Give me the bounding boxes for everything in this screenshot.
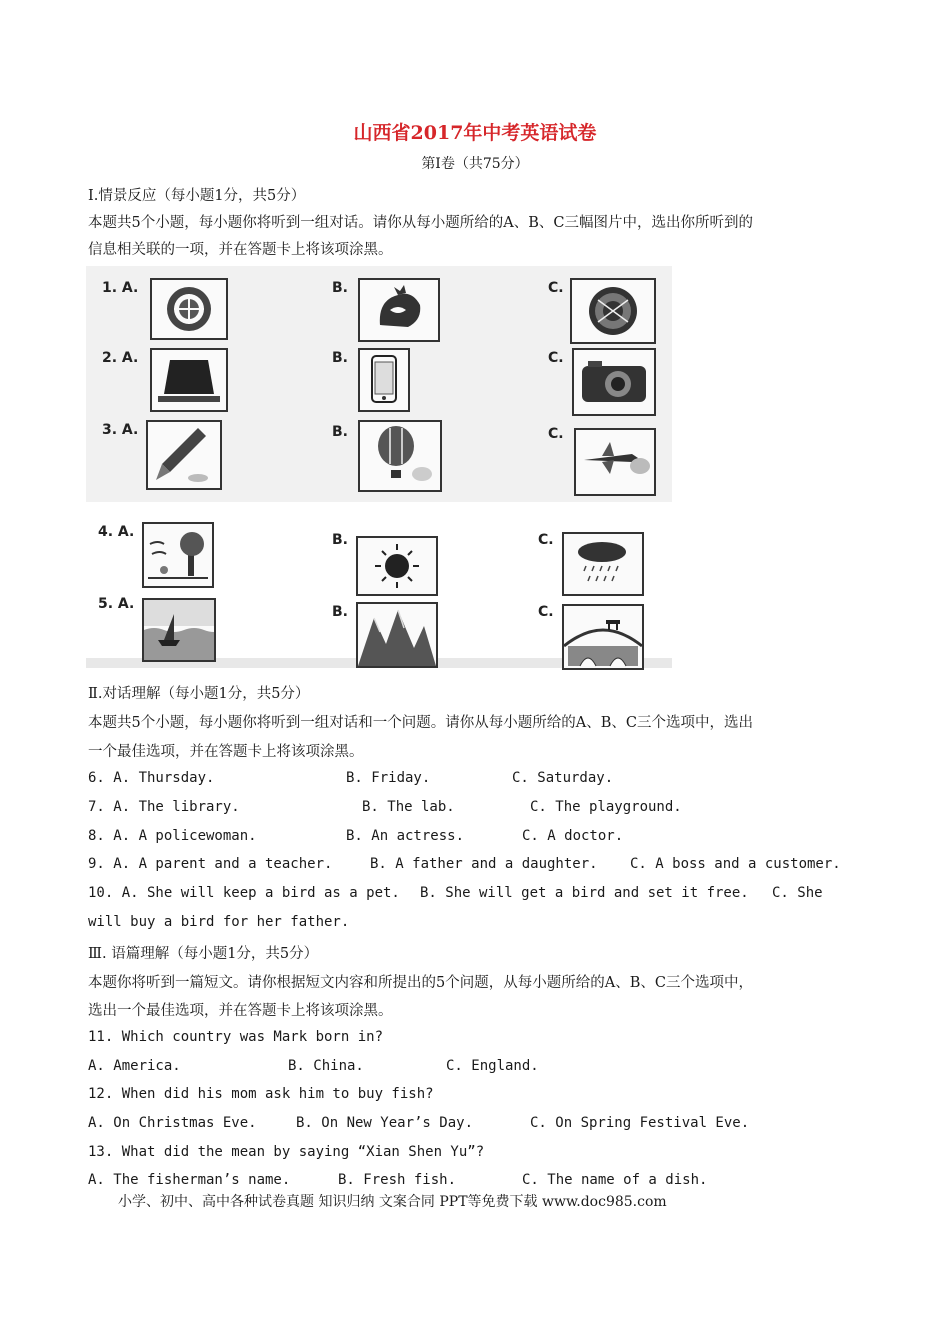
q3-a-label: 3. A. — [102, 422, 139, 438]
q4-c-label: C. — [538, 532, 554, 548]
sun-icon[interactable] — [356, 536, 438, 596]
q5-b-label: B. — [332, 604, 348, 620]
section3-heading: Ⅲ. 语篇理解（每小题1分，共5分） — [88, 946, 319, 962]
laptop-icon[interactable] — [150, 348, 228, 412]
q10-option-a[interactable]: 10. A. She will keep a bird as a pet. — [88, 885, 400, 901]
q8-option-a[interactable]: 8. A. A policewoman. — [88, 828, 257, 844]
paper-cut-rooster-icon[interactable] — [358, 278, 440, 342]
picture-questions-figure — [86, 266, 672, 668]
q12-option-b[interactable]: B. On New Year’s Day. — [296, 1115, 474, 1131]
q9-option-b[interactable]: B. A father and a daughter. — [370, 856, 598, 872]
q5-a-label: 5. A. — [98, 596, 135, 612]
page-subtitle: 第Ⅰ卷（共75分） — [421, 156, 529, 172]
q11-option-b[interactable]: B. China. — [288, 1058, 364, 1074]
page-title: 山西省2017年中考英语试卷 — [353, 122, 597, 144]
q12-option-c[interactable]: C. On Spring Festival Eve. — [530, 1115, 750, 1131]
q8-option-b[interactable]: B. An actress. — [346, 828, 465, 844]
q7-option-a[interactable]: 7. A. The library. — [88, 799, 240, 815]
q10-option-c[interactable]: C. She — [772, 885, 823, 901]
section3-instructions-1: 本题你将听到一篇短文。请你根据短文内容和所提出的5个问题，从每小题所给的A、B、C三个选项中， — [88, 975, 753, 991]
q6-option-b[interactable]: B. Friday. — [346, 770, 431, 786]
q3-b-label: B. — [332, 424, 348, 440]
q8-option-c[interactable]: C. A doctor. — [522, 828, 624, 844]
q11-option-a[interactable]: A. America. — [88, 1058, 181, 1074]
section2-instructions-1: 本题共5个小题，每小题你将听到一组对话和一个问题。请你从每小题所给的A、B、C三个选项中，选出 — [88, 715, 753, 731]
beach-sailboat-icon[interactable] — [142, 598, 216, 662]
smartphone-icon[interactable] — [358, 348, 410, 412]
q1-a-label: 1. A. — [102, 280, 139, 296]
q7-option-c[interactable]: C. The playground. — [530, 799, 682, 815]
q9-option-a[interactable]: 9. A. A parent and a teacher. — [88, 856, 333, 872]
q13-question: 13. What did the mean by saying “Xian Shen Yu”? — [88, 1144, 485, 1160]
q6-option-a[interactable]: 6. A. Thursday. — [88, 770, 215, 786]
rocket-icon[interactable] — [146, 420, 222, 490]
q3-c-label: C. — [548, 426, 564, 442]
section1-instructions-1: 本题共5个小题，每小题你将听到一组对话。请你从每小题所给的A、B、C三幅图片中，选出你所听到的 — [88, 215, 753, 231]
q1-b-label: B. — [332, 280, 348, 296]
mountains-icon[interactable] — [356, 602, 438, 668]
section1-heading: Ⅰ.情景反应（每小题1分，共5分） — [88, 188, 306, 204]
q5-c-label: C. — [538, 604, 554, 620]
q11-question: 11. Which country was Mark born in? — [88, 1029, 384, 1045]
windy-tree-icon[interactable] — [142, 522, 214, 588]
section3-instructions-2: 选出一个最佳选项，并在答题卡上将该项涂黑。 — [88, 1003, 393, 1019]
q1-c-label: C. — [548, 280, 564, 296]
paper-cut-round-icon[interactable] — [570, 278, 656, 344]
q2-c-label: C. — [548, 350, 564, 366]
q7-option-b[interactable]: B. The lab. — [362, 799, 455, 815]
q10-option-c-continued: will buy a bird for her father. — [88, 914, 350, 930]
section2-heading: Ⅱ.对话理解（每小题1分，共5分） — [88, 686, 310, 702]
hot-air-balloon-icon[interactable] — [358, 420, 442, 492]
q4-a-label: 4. A. — [98, 524, 135, 540]
q12-option-a[interactable]: A. On Christmas Eve. — [88, 1115, 257, 1131]
camera-icon[interactable] — [572, 348, 656, 416]
q4-b-label: B. — [332, 532, 348, 548]
q10-option-b[interactable]: B. She will get a bird and set it free. — [420, 885, 749, 901]
paper-cut-circle-icon[interactable] — [150, 278, 228, 340]
q2-a-label: 2. A. — [102, 350, 139, 366]
q11-option-c[interactable]: C. England. — [446, 1058, 539, 1074]
q13-option-a[interactable]: A. The fisherman’s name. — [88, 1172, 291, 1188]
footer-text: 小学、初中、高中各种试卷真题 知识归纳 文案合同 PPT等免费下载 www.doc985.com — [118, 1194, 667, 1210]
airplane-icon[interactable] — [574, 428, 656, 496]
q9-option-c[interactable]: C. A boss and a customer. — [630, 856, 841, 872]
q6-option-c[interactable]: C. Saturday. — [512, 770, 614, 786]
q13-option-c[interactable]: C. The name of a dish. — [522, 1172, 708, 1188]
q2-b-label: B. — [332, 350, 348, 366]
q13-option-b[interactable]: B. Fresh fish. — [338, 1172, 457, 1188]
section1-instructions-2: 信息相关联的一项，并在答题卡上将该项涂黑。 — [88, 242, 393, 258]
rain-cloud-icon[interactable] — [562, 532, 644, 596]
section2-instructions-2: 一个最佳选项，并在答题卡上将该项涂黑。 — [88, 744, 364, 760]
bridge-horse-icon[interactable] — [562, 604, 644, 670]
q12-question: 12. When did his mom ask him to buy fish? — [88, 1086, 434, 1102]
